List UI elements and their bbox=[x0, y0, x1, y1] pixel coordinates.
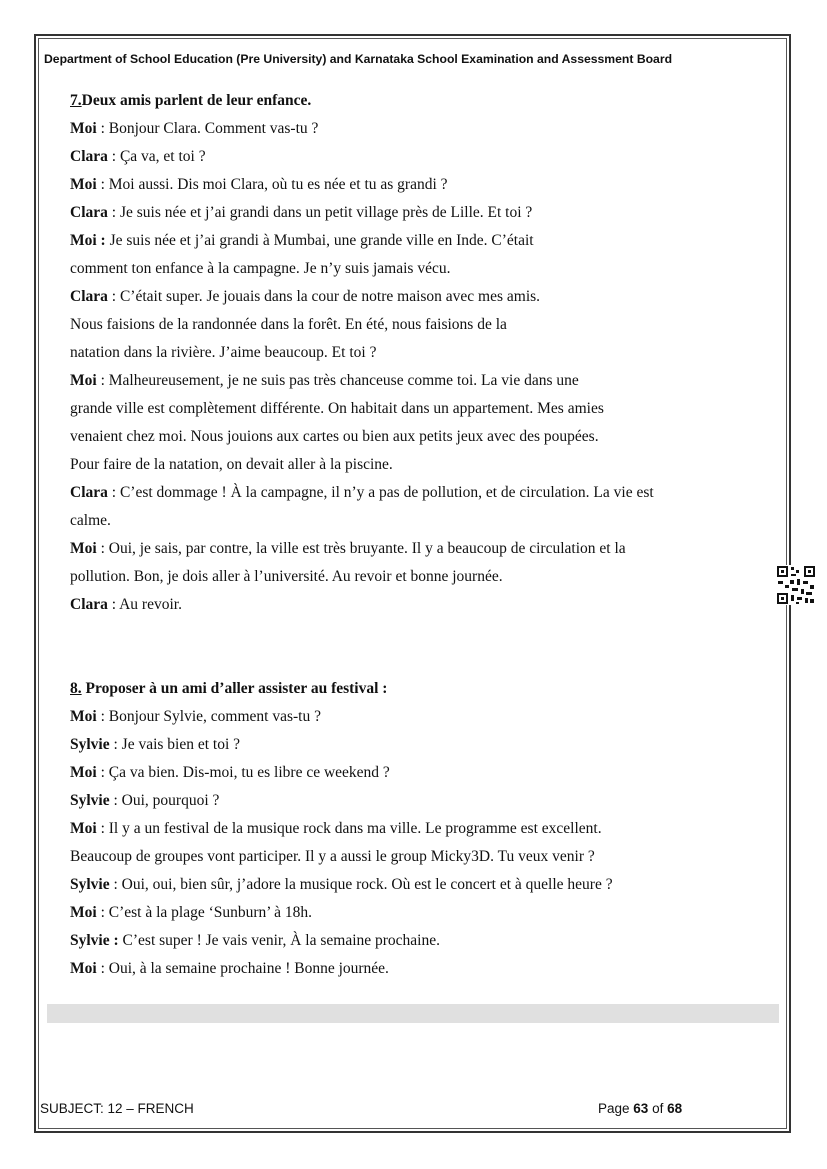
dialogue-line bbox=[70, 815, 760, 843]
dialogue-text: : Il y a un festival de la musique rock dans ma ville. Le programme est excellent. bbox=[96, 820, 602, 837]
speaker-name: Sylvie bbox=[70, 876, 110, 893]
page-total: 68 bbox=[667, 1101, 683, 1116]
speaker-name: Moi bbox=[70, 540, 97, 557]
dialogue-text: : Bonjour Clara. Comment vas-tu ? bbox=[96, 120, 319, 137]
dialogue-text: Beaucoup de groupes vont participer. Il y a aussi le group Micky3D. Tu veux venir ? bbox=[70, 848, 595, 865]
section-7-number: 7. bbox=[70, 92, 82, 109]
dialogue-line bbox=[70, 227, 760, 255]
dialogue-text: : Bonjour Sylvie, comment vas-tu ? bbox=[96, 708, 321, 725]
page-of: of bbox=[648, 1101, 668, 1116]
speaker-name: Sylvie bbox=[70, 792, 110, 809]
section-7-dialogue bbox=[70, 115, 760, 619]
dialogue-line bbox=[70, 955, 760, 983]
dialogue-line bbox=[70, 479, 760, 507]
speaker-name: Moi bbox=[70, 372, 97, 389]
section-8-title: Proposer à un ami d’aller assister au festival : bbox=[85, 680, 388, 697]
dialogue-line bbox=[70, 395, 760, 423]
dialogue-line bbox=[70, 171, 760, 199]
page-current: 63 bbox=[633, 1101, 649, 1116]
page-content bbox=[70, 87, 760, 983]
dialogue-text: Nous faisions de la randonnée dans la forêt. En été, nous faisions de la bbox=[70, 316, 507, 333]
dialogue-text: : Ça va bien. Dis-moi, tu es libre ce weekend ? bbox=[96, 764, 390, 781]
speaker-name: Sylvie bbox=[70, 736, 110, 753]
dialogue-line bbox=[70, 311, 760, 339]
dialogue-text: : Au revoir. bbox=[107, 596, 182, 613]
dialogue-line bbox=[70, 843, 760, 871]
dialogue-text: : C’est à la plage ‘Sunburn’ à 18h. bbox=[96, 904, 313, 921]
dialogue-text: Pour faire de la natation, on devait aller à la piscine. bbox=[70, 456, 393, 473]
speaker-name: Clara bbox=[70, 596, 108, 613]
dialogue-text: : Oui, oui, bien sûr, j’adore la musique rock. Où est le concert et à quelle heure ? bbox=[109, 876, 613, 893]
dialogue-text: : Moi aussi. Dis moi Clara, où tu es née et tu as grandi ? bbox=[96, 176, 448, 193]
speaker-name: Moi bbox=[70, 120, 97, 137]
dialogue-line bbox=[70, 451, 760, 479]
dialogue-text: C’est super ! Je vais venir, À la semaine prochaine. bbox=[118, 932, 440, 949]
dialogue-line bbox=[70, 339, 760, 367]
dialogue-text: calme. bbox=[70, 512, 111, 529]
page-prefix: Page bbox=[598, 1101, 634, 1116]
dialogue-text: : Ça va, et toi ? bbox=[107, 148, 206, 165]
dialogue-line bbox=[70, 563, 760, 591]
speaker-name: Moi bbox=[70, 764, 97, 781]
section-8-dialogue bbox=[70, 703, 760, 983]
speaker-name: Moi bbox=[70, 176, 97, 193]
speaker-name: Moi bbox=[70, 708, 97, 725]
dialogue-line bbox=[70, 367, 760, 395]
dialogue-text: : Oui, à la semaine prochaine ! Bonne journée. bbox=[96, 960, 389, 977]
dialogue-text: : Oui, pourquoi ? bbox=[109, 792, 220, 809]
dialogue-line bbox=[70, 115, 760, 143]
dialogue-line bbox=[70, 759, 760, 787]
dialogue-text: : Oui, je sais, par contre, la ville est très bruyante. Il y a beaucoup de circulation et la bbox=[96, 540, 626, 557]
dialogue-text: : Je suis née et j’ai grandi dans un petit village près de Lille. Et toi ? bbox=[107, 204, 533, 221]
dialogue-line bbox=[70, 255, 760, 283]
dialogue-line bbox=[70, 591, 760, 619]
dialogue-text: Je suis née et j’ai grandi à Mumbai, une grande ville en Inde. C’était bbox=[105, 232, 534, 249]
speaker-name: Clara bbox=[70, 484, 108, 501]
dialogue-text: : Je vais bien et toi ? bbox=[109, 736, 241, 753]
qr-code-icon bbox=[776, 565, 816, 605]
speaker-name: Moi bbox=[70, 820, 97, 837]
footer-subject: SUBJECT: 12 – FRENCH bbox=[40, 1101, 194, 1116]
dialogue-text: : C’était super. Je jouais dans la cour de notre maison avec mes amis. bbox=[107, 288, 541, 305]
dialogue-line bbox=[70, 731, 760, 759]
section-7-heading bbox=[70, 87, 760, 115]
speaker-name: Moi bbox=[70, 904, 97, 921]
speaker-name: Clara bbox=[70, 148, 108, 165]
dialogue-line bbox=[70, 899, 760, 927]
speaker-name: Sylvie : bbox=[70, 932, 119, 949]
section-8-number: 8. bbox=[70, 680, 82, 697]
speaker-name: Clara bbox=[70, 288, 108, 305]
dialogue-line bbox=[70, 143, 760, 171]
footer-page-number bbox=[598, 1101, 682, 1116]
dialogue-line bbox=[70, 787, 760, 815]
dialogue-line bbox=[70, 871, 760, 899]
dialogue-line bbox=[70, 927, 760, 955]
dialogue-text: pollution. Bon, je dois aller à l’université. Au revoir et bonne journée. bbox=[70, 568, 503, 585]
dialogue-text: comment ton enfance à la campagne. Je n’y suis jamais vécu. bbox=[70, 260, 451, 277]
dialogue-line bbox=[70, 423, 760, 451]
section-7-title: Deux amis parlent de leur enfance. bbox=[81, 92, 312, 109]
dialogue-text: grande ville est complètement différente. On habitait dans un appartement. Mes amies bbox=[70, 400, 604, 417]
dialogue-line bbox=[70, 535, 760, 563]
dialogue-text: : Malheureusement, je ne suis pas très chanceuse comme toi. La vie dans une bbox=[96, 372, 579, 389]
dialogue-text: venaient chez moi. Nous jouions aux cartes ou bien aux petits jeux avec des poupées. bbox=[70, 428, 599, 445]
dialogue-line bbox=[70, 703, 760, 731]
page-header: Department of School Education (Pre University) and Karnataka School Examination and Assessment Board bbox=[44, 52, 673, 66]
speaker-name: Moi : bbox=[70, 232, 106, 249]
dialogue-line bbox=[70, 283, 760, 311]
separator-bar bbox=[47, 1004, 779, 1023]
section-8-heading bbox=[70, 675, 760, 703]
dialogue-line bbox=[70, 199, 760, 227]
dialogue-line bbox=[70, 507, 760, 535]
speaker-name: Clara bbox=[70, 204, 108, 221]
dialogue-text: natation dans la rivière. J’aime beaucoup. Et toi ? bbox=[70, 344, 377, 361]
dialogue-text: : C’est dommage ! À la campagne, il n’y a pas de pollution, et de circulation. La vie est bbox=[107, 484, 654, 501]
speaker-name: Moi bbox=[70, 960, 97, 977]
